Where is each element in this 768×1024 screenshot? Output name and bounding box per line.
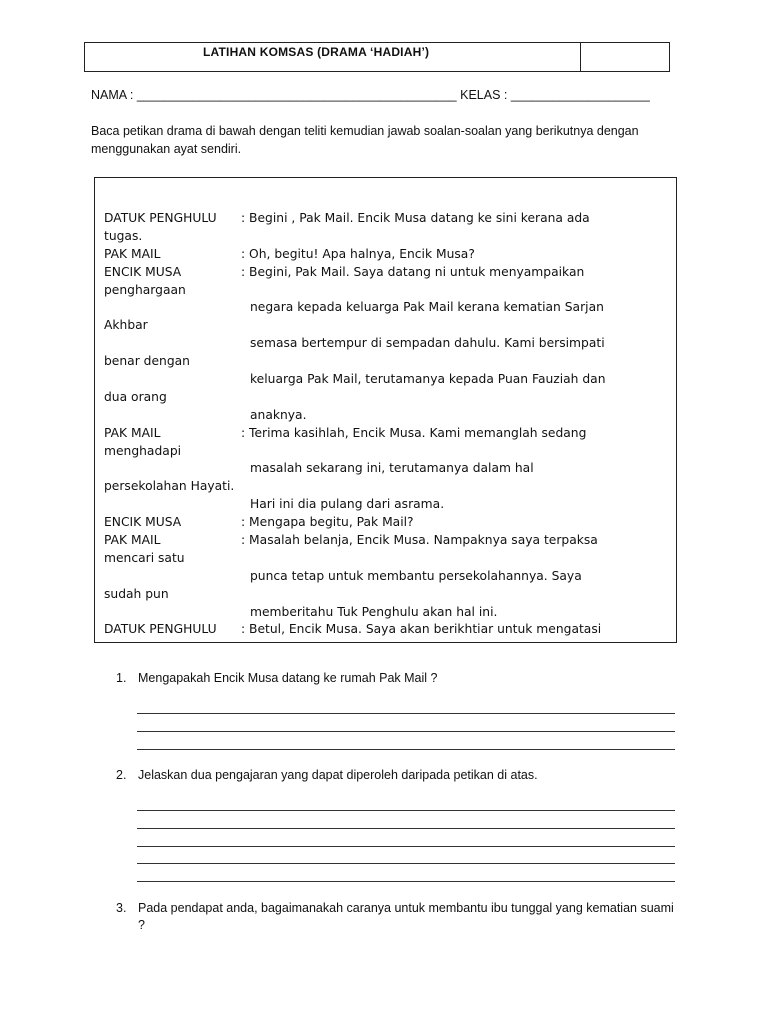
drama-line [104,478,670,496]
dialogue-text: semasa bertempur di sempadan dahulu. Kami bersimpati [250,336,605,351]
dialogue-text: mencari satu [104,550,185,565]
drama-line [104,407,670,425]
dialogue-text: punca tetap untuk membantu persekolahannya. Saya [250,568,582,583]
score-box [581,43,669,71]
drama-line [104,353,670,371]
dialogue-text: tugas. [104,228,143,243]
question-text: Mengapakah Encik Musa datang ke rumah Pak Mail ? [138,671,438,685]
drama-line [104,460,670,478]
drama-line [104,586,670,604]
speaker-name: PAK MAIL [104,425,161,440]
drama-line [104,568,670,586]
dialogue-text: benar dengan [104,354,190,369]
dialogue-text: : Begini, Pak Mail. Saya datang ni untuk menyampaikan [241,264,585,279]
drama-line [104,246,670,264]
instruction-text: Baca petikan drama di bawah dengan teliti kemudian jawab soalan-soalan yang berikutnya dengan menggunakan ayat sendiri. [91,124,639,156]
drama-line [104,604,670,622]
question-number: 2. [116,768,127,782]
speaker-name: PAK MAIL [104,246,161,261]
name-class-field[interactable]: NAMA : ______________________________________________ KELAS : ____________________ [91,88,650,102]
drama-line [104,550,670,568]
dialogue-text: Hari ini dia pulang dari asrama. [250,497,445,512]
dialogue-text: keluarga Pak Mail, terutamanya kepada Puan Fauziah dan [250,372,606,387]
dialogue-text: : Mengapa begitu, Pak Mail? [241,515,414,530]
drama-line [104,496,670,514]
answer-line[interactable] [137,731,675,732]
drama-line [104,532,670,550]
dialogue-text: : Betul, Encik Musa. Saya akan berikhtiar untuk mengatasi [241,622,602,637]
dialogue-text: : Masalah belanja, Encik Musa. Nampaknya saya terpaksa [241,533,598,548]
speaker-name: DATUK PENGHULU [104,211,217,225]
drama-line [104,389,670,407]
drama-line [104,299,670,317]
drama-line [104,264,670,282]
speaker-name: ENCIK MUSA [104,264,182,279]
answer-line[interactable] [137,881,675,882]
title-box [84,42,670,72]
question-number: 3. [116,901,127,915]
drama-line [104,228,670,246]
drama-line [104,621,670,639]
dialogue-text: : Oh, begitu! Apa halnya, Encik Musa? [241,246,475,261]
drama-line [104,210,670,228]
speaker-name: ENCIK MUSA [104,515,182,530]
answer-line[interactable] [137,846,675,847]
speaker-name: PAK MAIL [104,533,161,548]
dialogue-text: negara kepada keluarga Pak Mail kerana kematian Sarjan [250,300,604,315]
drama-line [104,514,670,532]
answer-line[interactable] [137,713,675,714]
question-number: 1. [116,671,127,685]
dialogue-text: penghargaan [104,282,186,297]
dialogue-text: sudah pun [104,586,169,601]
drama-line [104,371,670,389]
dialogue-text: anaknya. [250,407,307,422]
question-text: Pada pendapat anda, bagaimanakah caranya untuk membantu ibu tunggal yang kematian suami ? [138,901,674,932]
drama-excerpt-box [94,177,677,643]
question-text: Jelaskan dua pengajaran yang dapat diperoleh daripada petikan di atas. [138,768,538,782]
dialogue-text: menghadapi [104,443,182,458]
drama-line [104,282,670,300]
drama-line [104,317,670,335]
answer-line[interactable] [137,828,675,829]
drama-line [104,443,670,461]
dialogue-text: : Terima kasihlah, Encik Musa. Kami memanglah sedang [241,425,587,440]
dialogue-text: Akhbar [104,318,148,333]
answer-line[interactable] [137,749,675,750]
drama-lines [104,210,670,639]
dialogue-text: : Begini , Pak Mail. Encik Musa datang ke sini kerana ada [241,211,590,225]
speaker-name: DATUK PENGHULU [104,622,217,637]
answer-line[interactable] [137,810,675,811]
dialogue-text: dua orang [104,389,167,404]
dialogue-text: memberitahu Tuk Penghulu akan hal ini. [250,604,498,619]
dialogue-text: masalah sekarang ini, terutamanya dalam hal [250,461,534,476]
drama-line [104,335,670,353]
answer-line[interactable] [137,863,675,864]
drama-line [104,425,670,443]
worksheet-title: LATIHAN KOMSAS (DRAMA ‘HADIAH’) [85,43,581,71]
dialogue-text: persekolahan Hayati. [104,479,235,494]
